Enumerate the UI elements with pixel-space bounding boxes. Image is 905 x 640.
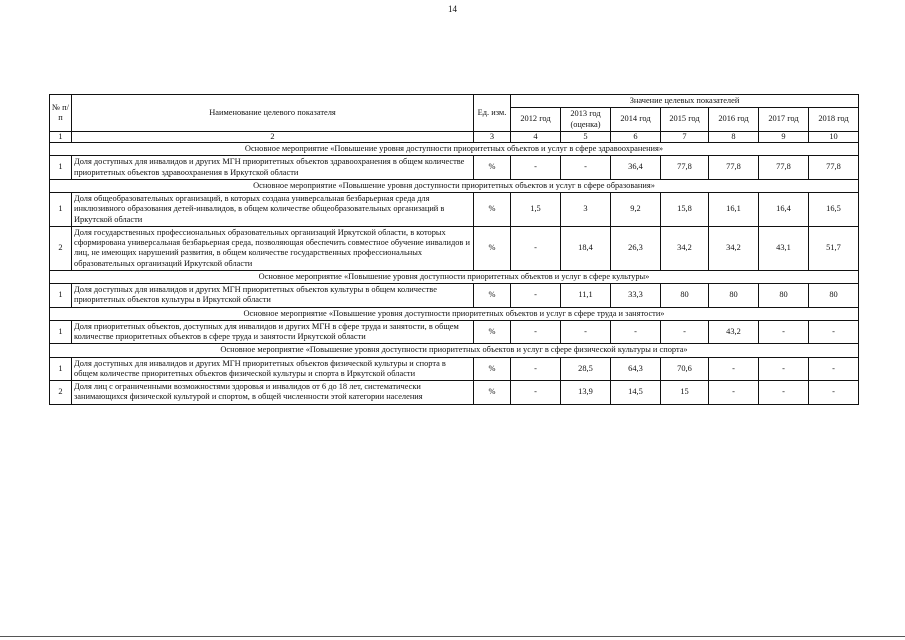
- indicator-name: Доля доступных для инвалидов и других МГН приоритетных объектов здравоохранения в общем количестве приоритетных объектов здравоохранения в Иркутской области: [72, 156, 474, 180]
- table-row: [50, 226, 859, 270]
- column-number: 5: [561, 131, 611, 142]
- value-cell: 80: [759, 284, 809, 308]
- value-cell: -: [511, 320, 561, 344]
- value-cell: -: [759, 320, 809, 344]
- value-cell: 80: [709, 284, 759, 308]
- value-cell: 3: [561, 193, 611, 227]
- row-unit: %: [474, 357, 511, 381]
- value-cell: -: [809, 381, 859, 405]
- value-cell: -: [511, 381, 561, 405]
- header-year: 2015 год: [661, 108, 709, 132]
- column-number: 8: [709, 131, 759, 142]
- value-cell: -: [511, 284, 561, 308]
- value-cell: 43,1: [759, 226, 809, 270]
- value-cell: 33,3: [611, 284, 661, 308]
- value-cell: 15,8: [661, 193, 709, 227]
- value-cell: 15: [661, 381, 709, 405]
- value-cell: 64,3: [611, 357, 661, 381]
- column-number: 1: [50, 131, 72, 142]
- value-cell: 26,3: [611, 226, 661, 270]
- column-number: 9: [759, 131, 809, 142]
- row-unit: %: [474, 381, 511, 405]
- row-unit: %: [474, 284, 511, 308]
- header-year: 2013 год (оценка): [561, 108, 611, 132]
- value-cell: -: [759, 357, 809, 381]
- table-row: [50, 357, 859, 381]
- row-num: 1: [50, 193, 72, 227]
- indicator-name: Доля доступных для инвалидов и других МГН приоритетных объектов культуры в общем количестве приоритетных объектов культуры в Иркутской области: [72, 284, 474, 308]
- value-cell: 13,9: [561, 381, 611, 405]
- section-title: Основное мероприятие «Повышение уровня доступности приоритетных объектов и услуг в сфере культуры»: [50, 270, 859, 283]
- column-number: 3: [474, 131, 511, 142]
- value-cell: 18,4: [561, 226, 611, 270]
- value-cell: -: [511, 156, 561, 180]
- indicator-name: Доля государственных профессиональных образовательных организаций Иркутской области, в которых сформирована универсальная безбарьерная среда, позволяющая обеспечить совместное обучение инвалидов и лиц, не имеющих нарушений развития, в общем количестве государственных профессиональных образовательных организаций Иркутской области: [72, 226, 474, 270]
- column-number: 7: [661, 131, 709, 142]
- value-cell: 34,2: [709, 226, 759, 270]
- table-body: [50, 131, 859, 404]
- value-cell: 80: [809, 284, 859, 308]
- value-cell: 11,1: [561, 284, 611, 308]
- row-unit: %: [474, 226, 511, 270]
- header-year: 2012 год: [511, 108, 561, 132]
- row-unit: %: [474, 193, 511, 227]
- section-row: [50, 143, 859, 156]
- value-cell: -: [759, 381, 809, 405]
- section-row: [50, 179, 859, 192]
- value-cell: 34,2: [661, 226, 709, 270]
- column-number: 2: [72, 131, 474, 142]
- value-cell: -: [809, 320, 859, 344]
- section-title: Основное мероприятие «Повышение уровня доступности приоритетных объектов и услуг в сфере физической культуры и спорта»: [50, 344, 859, 357]
- value-cell: 51,7: [809, 226, 859, 270]
- row-unit: %: [474, 156, 511, 180]
- header-year: 2017 год: [759, 108, 809, 132]
- indicator-name: Доля общеобразовательных организаций, в которых создана универсальная безбарьерная среда для инклюзивного образования детей-инвалидов, в общем количестве общеобразовательных организаций в Иркутской области: [72, 193, 474, 227]
- indicator-name: Доля лиц с ограниченными возможностями здоровья и инвалидов от 6 до 18 лет, систематически занимающихся физической культурой и спортом, в общей численности этой категории населения: [72, 381, 474, 405]
- value-cell: 77,8: [709, 156, 759, 180]
- value-cell: -: [511, 357, 561, 381]
- value-cell: 16,5: [809, 193, 859, 227]
- row-num: 2: [50, 226, 72, 270]
- value-cell: 14,5: [611, 381, 661, 405]
- value-cell: 80: [661, 284, 709, 308]
- value-cell: 36,4: [611, 156, 661, 180]
- section-title: Основное мероприятие «Повышение уровня доступности приоритетных объектов и услуг в сфере образования»: [50, 179, 859, 192]
- value-cell: -: [561, 156, 611, 180]
- header-row-top: [50, 95, 859, 108]
- value-cell: -: [809, 357, 859, 381]
- row-num: 1: [50, 284, 72, 308]
- section-row: [50, 307, 859, 320]
- indicator-name: Доля доступных для инвалидов и других МГН приоритетных объектов физической культуры и спорта в общем количестве приоритетных объектов физической культуры и спорта в Иркутской области: [72, 357, 474, 381]
- row-unit: %: [474, 320, 511, 344]
- header-values-group: Значение целевых показателей: [511, 95, 859, 108]
- page-number: 14: [448, 4, 457, 14]
- table-row: [50, 156, 859, 180]
- header-year: 2018 год: [809, 108, 859, 132]
- value-cell: -: [561, 320, 611, 344]
- indicators-table: [49, 94, 859, 405]
- value-cell: 9,2: [611, 193, 661, 227]
- header-year: 2016 год: [709, 108, 759, 132]
- header-name: Наименование целевого показателя: [72, 95, 474, 132]
- row-num: 2: [50, 381, 72, 405]
- header-year: 2014 год: [611, 108, 661, 132]
- table-row: [50, 193, 859, 227]
- header-num: № п/п: [50, 95, 72, 132]
- value-cell: 70,6: [661, 357, 709, 381]
- section-title: Основное мероприятие «Повышение уровня доступности приоритетных объектов и услуг в сфере здравоохранения»: [50, 143, 859, 156]
- column-number: 6: [611, 131, 661, 142]
- value-cell: 16,4: [759, 193, 809, 227]
- value-cell: 28,5: [561, 357, 611, 381]
- value-cell: -: [511, 226, 561, 270]
- row-num: 1: [50, 156, 72, 180]
- value-cell: -: [611, 320, 661, 344]
- table-row: [50, 381, 859, 405]
- value-cell: 77,8: [809, 156, 859, 180]
- column-number: 4: [511, 131, 561, 142]
- section-title: Основное мероприятие «Повышение уровня доступности приоритетных объектов и услуг в сфере труда и занятости»: [50, 307, 859, 320]
- section-row: [50, 270, 859, 283]
- row-num: 1: [50, 357, 72, 381]
- section-row: [50, 344, 859, 357]
- value-cell: 1,5: [511, 193, 561, 227]
- column-number: 10: [809, 131, 859, 142]
- value-cell: -: [709, 357, 759, 381]
- value-cell: 77,8: [661, 156, 709, 180]
- value-cell: 43,2: [709, 320, 759, 344]
- value-cell: 77,8: [759, 156, 809, 180]
- table-row: [50, 284, 859, 308]
- scan-edge-line: [0, 636, 905, 637]
- column-number-row: [50, 131, 859, 142]
- value-cell: -: [709, 381, 759, 405]
- value-cell: 16,1: [709, 193, 759, 227]
- table-row: [50, 320, 859, 344]
- value-cell: -: [661, 320, 709, 344]
- indicator-name: Доля приоритетных объектов, доступных для инвалидов и других МГН в сфере труда и занятости, в общем количестве приоритетных объектов в сфере труда и занятости Иркутской области: [72, 320, 474, 344]
- header-unit: Ед. изм.: [474, 95, 511, 132]
- row-num: 1: [50, 320, 72, 344]
